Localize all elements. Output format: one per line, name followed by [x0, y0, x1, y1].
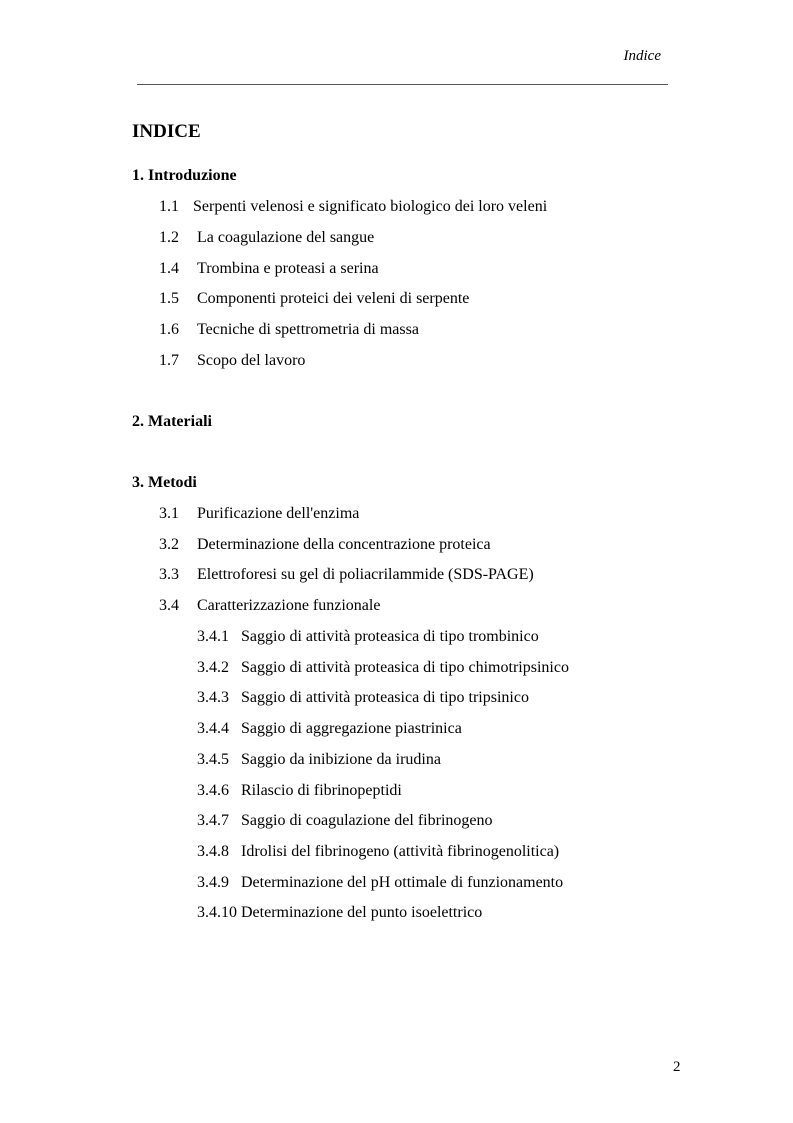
chapter-heading: 3. Metodi — [132, 474, 197, 491]
toc-subentry-text: Saggio di coagulazione del fibrinogeno — [241, 812, 493, 829]
toc-entry-number: 3.1 — [159, 505, 179, 522]
toc-entry-text: Componenti proteici dei veleni di serpente — [197, 290, 470, 307]
toc-entry-number: 1.5 — [159, 290, 179, 307]
toc-entry-text: Purificazione dell'enzima — [197, 505, 360, 522]
running-header: Indice — [623, 48, 661, 64]
toc-subentry — [197, 627, 539, 647]
toc-subentry-text: Saggio di aggregazione piastrinica — [241, 720, 462, 737]
toc-subentry-number: 3.4.6 — [197, 782, 229, 799]
toc-subentry — [197, 811, 492, 831]
header-rule — [137, 84, 668, 85]
toc-entry — [159, 565, 534, 585]
toc-entry-number: 1.1 — [159, 198, 179, 215]
toc-entry — [159, 197, 547, 217]
toc-entry — [159, 289, 469, 309]
toc-entry — [159, 596, 380, 616]
toc-entry — [159, 320, 419, 340]
toc-entry-number: 1.6 — [159, 321, 179, 338]
toc-entry-text: Determinazione della concentrazione proteica — [197, 536, 491, 553]
page-number: 2 — [673, 1059, 681, 1075]
toc-subentry-text: Determinazione del pH ottimale di funzionamento — [241, 874, 564, 891]
toc-subentry — [197, 781, 402, 801]
toc-subentry-number: 3.4.4 — [197, 720, 229, 737]
toc-entry-text: Scopo del lavoro — [197, 352, 306, 369]
chapter-heading: 2. Materiali — [132, 413, 212, 430]
toc-subentry — [197, 719, 462, 739]
toc-entry — [159, 535, 491, 555]
toc-subentry-text: Saggio di attività proteasica di tipo chimotripsinico — [241, 659, 569, 676]
toc-subentry-number: 3.4.9 — [197, 874, 229, 891]
toc-subentry — [197, 842, 559, 862]
toc-subentry-text: Rilascio di fibrinopeptidi — [241, 782, 402, 799]
toc-subentry-number: 3.4.7 — [197, 812, 229, 829]
toc-subentry-number: 3.4.5 — [197, 751, 229, 768]
toc-entry — [159, 351, 305, 371]
toc-entry-number: 3.2 — [159, 536, 179, 553]
toc-subentry — [197, 903, 482, 923]
toc-entry-text: Serpenti velenosi e significato biologico dei loro veleni — [193, 198, 548, 215]
toc-subentry-number: 3.4.10 — [197, 904, 237, 921]
toc-subentry — [197, 873, 563, 893]
toc-subentry — [197, 658, 569, 678]
toc-subentry-number: 3.4.8 — [197, 843, 229, 860]
toc-subentry — [197, 688, 529, 708]
toc-subentry-text: Saggio di attività proteasica di tipo tripsinico — [241, 689, 529, 706]
toc-entry-number: 3.3 — [159, 566, 179, 583]
toc-entry-number: 1.7 — [159, 352, 179, 369]
toc-entry — [159, 228, 374, 248]
chapter-heading: 1. Introduzione — [132, 167, 237, 184]
toc-subentry-text: Determinazione del punto isoelettrico — [241, 904, 483, 921]
toc-subentry-number: 3.4.1 — [197, 628, 229, 645]
toc-subentry — [197, 750, 441, 770]
toc-entry-number: 1.4 — [159, 260, 179, 277]
toc-title: INDICE — [132, 121, 201, 142]
toc-entry-text: La coagulazione del sangue — [197, 229, 375, 246]
toc-entry-text: Elettroforesi su gel di poliacrilammide (SDS-PAGE) — [197, 566, 534, 583]
toc-entry-number: 1.2 — [159, 229, 179, 246]
toc-entry-text: Tecniche di spettrometria di massa — [197, 321, 419, 338]
toc-entry-number: 3.4 — [159, 597, 179, 614]
toc-subentry-number: 3.4.2 — [197, 659, 229, 676]
toc-subentry-text: Saggio di attività proteasica di tipo trombinico — [241, 628, 539, 645]
toc-entry — [159, 259, 379, 279]
toc-subentry-number: 3.4.3 — [197, 689, 229, 706]
toc-entry-text: Trombina e proteasi a serina — [197, 260, 379, 277]
toc-entry-text: Caratterizzazione funzionale — [197, 597, 381, 614]
toc-subentry-text: Idrolisi del fibrinogeno (attività fibrinogenolitica) — [241, 843, 560, 860]
toc-subentry-text: Saggio da inibizione da irudina — [241, 751, 441, 768]
toc-entry — [159, 504, 359, 524]
